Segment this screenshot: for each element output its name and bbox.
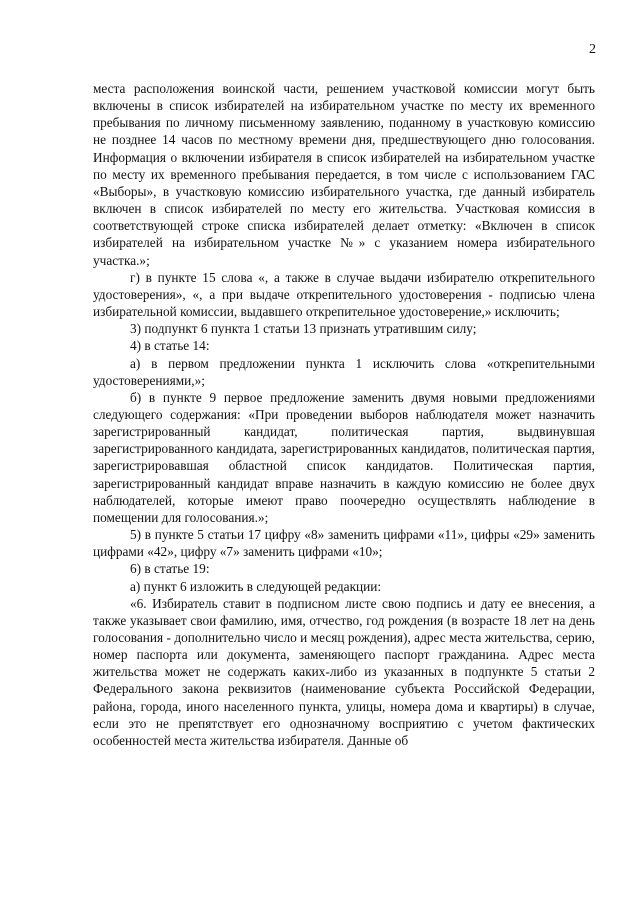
paragraph: 3) подпункт 6 пункта 1 статьи 13 признать утратившим силу; xyxy=(130,321,477,337)
paragraph: «6. Избиратель ставит в подписном листе свою подпись и дату ее внесения, а также указывает свои фамилию, имя, отчество, год рождения (в возрасте 18 лет на день голосования - дополнительно число и месяц рождения), адрес места жительства, серию, номер паспорта или документа, заменяющего паспорт гражданина. Адрес места жительства может не содержать каких-либо из указанных в подпункте 5 статьи 2 Федерального закона реквизитов (наименование субъекта Российской Федерации, района, города, иного населенного пункта, улицы, номера дома и квартиры) в случае, если это не препятствует его однозначному восприятию с учетом фактических особенностей места жительства избирателя. Данные об xyxy=(93,595,595,748)
paragraph: г) в пункте 15 слова «, а также в случае выдачи избирателю открепительного удостоверения», «, а при выдаче открепительного удостоверения - подписью члена избирательной комиссии, выдавшего открепительное удостоверение,» исключить; xyxy=(93,269,595,320)
paragraph: 6) в статье 19: xyxy=(130,561,210,577)
paragraph: 4) в статье 14: xyxy=(130,338,210,354)
paragraph: места расположения воинской части, решением участковой комиссии могут быть включены в список избирателей на избирательном участке по месту их временного пребывания по личному письменному заявлению, поданному в участковую комиссию не позднее 14 часов по местному времени дня, предшествующего дню голосования. Информация о включении избирателя в список избирателей на избирательном участке по месту их временного пребывания передается, в том числе с использованием ГАС «Выборы», в участковую комиссию избирательного участка, где данный избиратель включен в список избирателей по месту его жительства. Участковая комиссия в соответствующей строке списка избирателей делает отметку: «Включен в список избирателей на избирательном участке №» с указанием номера избирательного участка.»; xyxy=(93,81,595,268)
paragraph: б) в пункте 9 первое предложение заменить двумя новыми предложениями следующего содержания: «При проведении выборов наблюдателя может назначить зарегистрированный кандидат, политическая партия, выдвинувшая зарегистрированного кандидата, зарегистрированных кандидатов, политическая партия, зарегистрировавшая областной список кандидатов. Политическая партия, зарегистрированный кандидат вправе назначить в каждую комиссию не более двух наблюдателей, которые имеют право поочередно осуществлять наблюдение в помещении для голосования.»; xyxy=(93,389,595,525)
page-number: 2 xyxy=(589,42,596,57)
paragraph: 5) в пункте 5 статьи 17 цифру «8» заменить цифрами «11», цифры «29» заменить цифрами «42», цифру «7» заменить цифрами «10»; xyxy=(93,527,595,560)
paragraph: а) в первом предложении пункта 1 исключить слова «открепительными удостоверениями,»; xyxy=(93,355,595,388)
paragraph: а) пункт 6 изложить в следующей редакции: xyxy=(130,578,382,594)
document-body xyxy=(93,80,595,749)
